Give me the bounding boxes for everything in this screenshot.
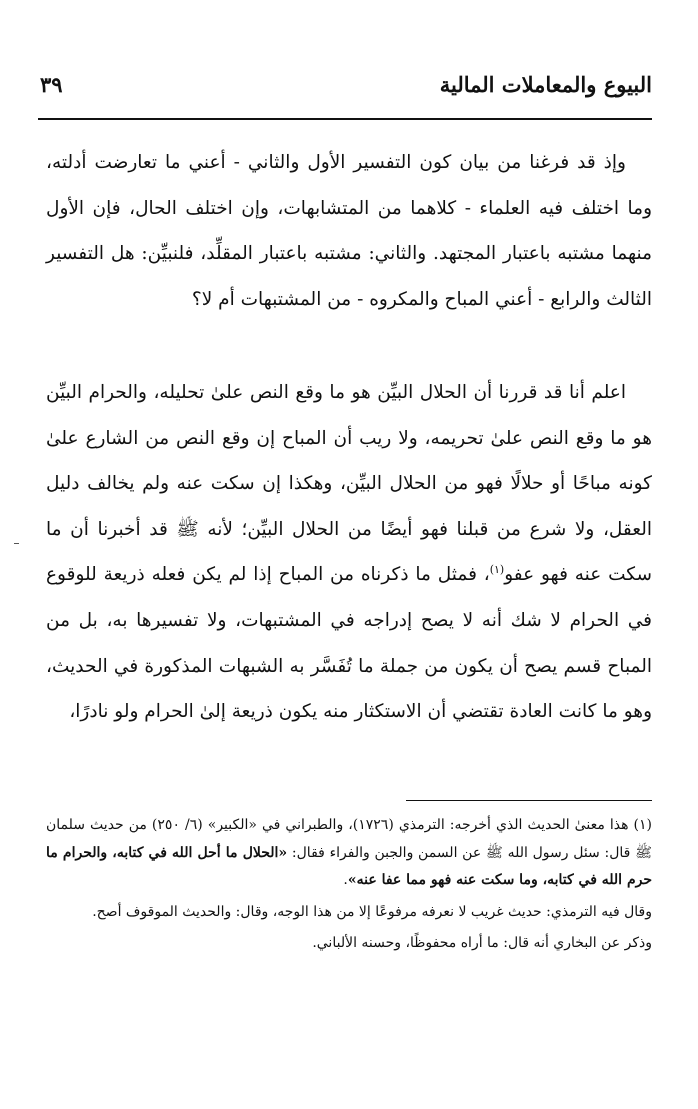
body-paragraph-2 — [46, 370, 652, 735]
paragraph-2-text-end: ، فمثل ما ذكرناه من المباح إذا لم يكن فعله ذريعة للوقوع في الحرام لا شك أنه لا يصح إدراجه في المشتبهات، ولا تفسيرها به، بل من المباح قسم يصح أن يكون من جملة ما تُفَسَّر به الشبهات المذكورة في الحديث، وهو ما كانت العادة تقتضي أن الاستكثار منه يكون ذريعة إلىٰ الحرام ولو نادرًا، — [46, 564, 652, 723]
body-paragraph-1: وإذ قد فرغنا من بيان كون التفسير الأول والثاني - أعني ما تعارضت أدلته، وما اختلف فيه العلماء - كلاهما من المتشابهات، وإن اختلف الحال، فإن الأول منهما مشتبه باعتبار المجتهد. والثاني: مشتبه باعتبار المقلِّد، فلنبيِّن: هل التفسير الثالث والرابع - أعني المباح والمكروه - من المشتبهات أم لا؟ — [46, 152, 652, 310]
running-title: البيوع والمعاملات المالية — [439, 72, 652, 97]
body-paragraph-2-block — [46, 370, 652, 735]
page-number: ٣٩ — [40, 72, 63, 97]
footnote-bukhari-note: وذكر عن البخاري أنه قال: ما أراه محفوظًا، وحسنه الألباني. — [312, 935, 652, 951]
margin-mark — [14, 543, 19, 544]
footnote-1 — [46, 812, 652, 895]
footnote-1-intro: (١) هذا معنىٰ الحديث الذي أخرجه: الترمذي (١٧٢٦)، والطبراني في «الكبير» (٦/ ٢٥٠) من حديث سلمان ﷺ قال: سئل رسول الله ﷺ عن السمن والجبن والفراء فقال: — [46, 817, 652, 861]
footnotes-section — [46, 812, 652, 958]
page-header — [40, 68, 652, 108]
footnote-1-hadith-text: «الحلال ما أحل الله في كتابه، والحرام ما حرم الله في كتابه، وما سكت عنه فهو مما عفا عنه» — [46, 844, 652, 888]
header-divider — [38, 118, 652, 120]
paragraph-2-text-start: اعلم أنا قد قررنا أن الحلال البيِّن هو ما وقع النص علىٰ تحليله، والحرام البيِّن هو ما وقع النص علىٰ تحريمه، ولا ريب أن المباح إن وقع النص من الشارع علىٰ كونه مباحًا أو حلالًا فهو من الحلال البيِّن، وهكذا إن سكت عنه ولم يخالف دليل العقل، ولا شرع من قبلنا فهو أيضًا من الحلال البيِّن؛ لأنه ﷺ قد أخبرنا أن ما سكت عنه فهو عفو — [46, 382, 652, 586]
footnote-1-end: . — [343, 872, 348, 888]
footnote-divider — [406, 800, 652, 801]
footnote-tirmidhi-note: وقال فيه الترمذي: حديث غريب لا نعرفه مرفوعًا إلا من هذا الوجه، وقال: والحديث الموقوف أصح. — [92, 903, 652, 920]
body-paragraph-1-block — [46, 140, 652, 322]
footnote-reference[interactable]: (١) — [489, 563, 505, 577]
